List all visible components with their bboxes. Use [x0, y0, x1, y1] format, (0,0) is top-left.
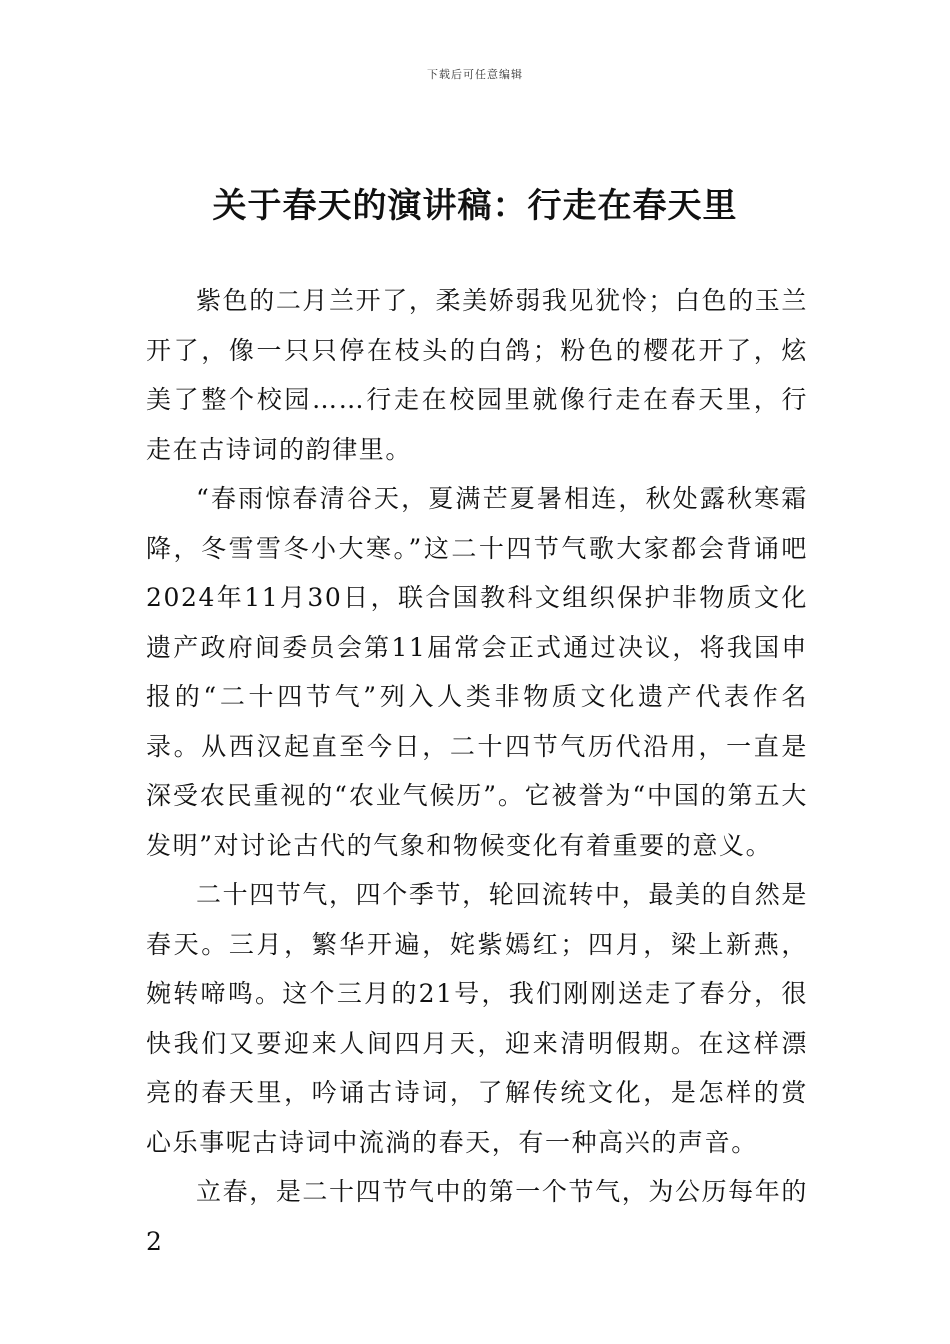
paragraph-1: 紫色的二月兰开了，柔美娇弱我见犹怜；白色的玉兰开了，像一只只停在枝头的白鸽；粉色的樱花开了，炫美了整个校园……行走在校园里就像行走在春天里，行走在古诗词的韵律里。: [146, 286, 808, 464]
document-body: [146, 276, 808, 1266]
paragraph-4: 立春，是二十四节气中的第一个节气，为公历每年的2: [146, 1177, 808, 1256]
paragraph-3: 二十四节气，四个季节，轮回流转中，最美的自然是春天。三月，繁华开遍，姹紫嫣红；四月，梁上新燕，婉转啼鸣。这个三月的21号，我们刚刚送走了春分，很快我们又要迎来人间四月天，迎来清明假期。在这样漂亮的春天里，吟诵古诗词，了解传统文化，是怎样的赏心乐事呢古诗词中流淌的春天，有一种高兴的声音。: [146, 880, 808, 1157]
header-note: 下载后可任意编辑: [427, 68, 523, 81]
paragraph-2: “春雨惊春清谷天，夏满芒夏暑相连，秋处露秋寒霜降，冬雪雪冬小大寒。”这二十四节气歌大家都会背诵吧 2024年11月30日，联合国教科文组织保护非物质文化遗产政府间委员会第11届常会正式通过决议，将我国申报的“二十四节气”列入人类非物质文化遗产代表作名录。从西汉起直至今日，二十四节气历代沿用，一直是深受农民重视的“农业气候历”。它被誉为“中国的第五大发明”对讨论古代的气象和物候变化有着重要的意义。: [146, 484, 808, 860]
document-title: 关于春天的演讲稿：行走在春天里: [212, 186, 738, 226]
